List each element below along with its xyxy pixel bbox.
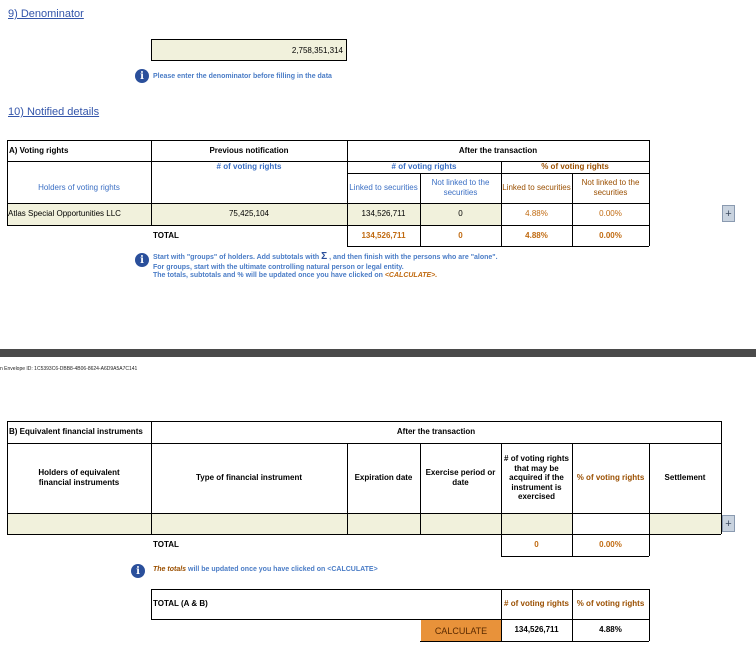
equiv-info-text: The totals will be updated once you have clicked on <CALCULATE>: [153, 566, 378, 573]
subheader-after-percent: % of voting rights: [541, 162, 609, 172]
col-percent-b: % of voting rights: [576, 473, 645, 483]
col-linked-percent: Linked to securities: [502, 183, 571, 193]
col-not-linked-percent: Not linked to the securities: [581, 178, 640, 197]
col-expiration: Expiration date: [354, 473, 413, 483]
linked-percent: 4.88%: [525, 209, 548, 219]
col-instrument-type: Type of financial instrument: [195, 473, 303, 483]
section-9-title: 9) Denominator: [8, 8, 84, 20]
col-settlement: Settlement: [664, 473, 706, 483]
info-icon: i: [131, 564, 145, 578]
voting-info-text: Start with "groups" of holders. Add subtotals with Σ , and then finish with the persons who are "alone". For groups, start with the ultimate controlling natural person or legal entity. The totals, subtotals and % will be updated once you have clicked on <CALCULATE>.: [153, 251, 498, 280]
header-after-transaction-b: After the transaction: [396, 427, 476, 437]
header-voting-rights: A) Voting rights: [9, 145, 69, 155]
total-number-b: 0: [534, 540, 539, 550]
col-linked: Linked to securities: [349, 183, 418, 193]
subheader-after-count: # of voting rights: [391, 162, 457, 172]
not-linked-percent: 0.00%: [599, 209, 622, 219]
header-equivalent-instruments: B) Equivalent financial instruments: [9, 427, 143, 437]
total-label-b: TOTAL: [153, 540, 179, 550]
total-not-linked-percent: 0.00%: [599, 230, 622, 240]
grand-col-number: # of voting rights: [504, 599, 569, 609]
linked-voting-rights[interactable]: 134,526,711: [361, 209, 406, 219]
col-equiv-holders: Holders of equivalent financial instruments: [38, 468, 120, 487]
calculate-button[interactable]: CALCULATE: [421, 620, 501, 641]
equiv-number-input[interactable]: [501, 513, 572, 534]
grand-total-number: 134,526,711: [514, 625, 559, 635]
equiv-exercise-input[interactable]: [420, 513, 501, 534]
col-holders: Holders of voting rights: [38, 183, 120, 193]
add-instrument-button[interactable]: +: [722, 515, 735, 532]
previous-voting-rights[interactable]: 75,425,104: [228, 209, 270, 219]
total-linked: 134,526,711: [361, 230, 406, 240]
denominator-value: 2,758,351,314: [291, 45, 343, 55]
col-not-linked: Not linked to the securities: [431, 178, 490, 197]
not-linked-voting-rights[interactable]: 0: [458, 209, 463, 219]
sigma-icon[interactable]: Σ: [321, 251, 328, 262]
subheader-previous-count: # of voting rights: [216, 162, 282, 172]
equiv-holder-input[interactable]: [7, 513, 151, 534]
denominator-info-text: Please enter the denominator before filling in the data: [153, 73, 332, 80]
equiv-type-input[interactable]: [151, 513, 347, 534]
equiv-expiration-input[interactable]: [347, 513, 420, 534]
add-holder-button[interactable]: +: [722, 205, 735, 222]
envelope-id: n Envelope ID: 1C5393C6-DBB8-4B06-8624-A6D9A5A7C141: [0, 366, 138, 372]
page-separator: [0, 349, 756, 357]
col-voting-rights-acquirable: # of voting rights that may be acquired if the instrument is exercised: [504, 454, 569, 502]
total-percent-b: 0.00%: [599, 540, 622, 550]
header-previous-notification: Previous notification: [209, 145, 289, 155]
grand-col-percent: % of voting rights: [576, 599, 645, 609]
header-after-transaction: After the transaction: [458, 145, 538, 155]
total-linked-percent: 4.88%: [525, 230, 548, 240]
denominator-input[interactable]: [151, 39, 347, 61]
info-icon: i: [135, 69, 149, 83]
info-icon: i: [135, 253, 149, 267]
section-10-title: 10) Notified details: [8, 106, 100, 118]
grand-total-label: TOTAL (A & B): [153, 599, 208, 609]
total-label: TOTAL: [153, 230, 179, 240]
grand-total-percent: 4.88%: [599, 625, 622, 635]
equiv-settlement-input[interactable]: [649, 513, 721, 534]
total-not-linked: 0: [458, 230, 463, 240]
col-exercise: Exercise period or date: [425, 468, 496, 487]
holder-name[interactable]: Atlas Special Opportunities LLC: [8, 209, 121, 219]
